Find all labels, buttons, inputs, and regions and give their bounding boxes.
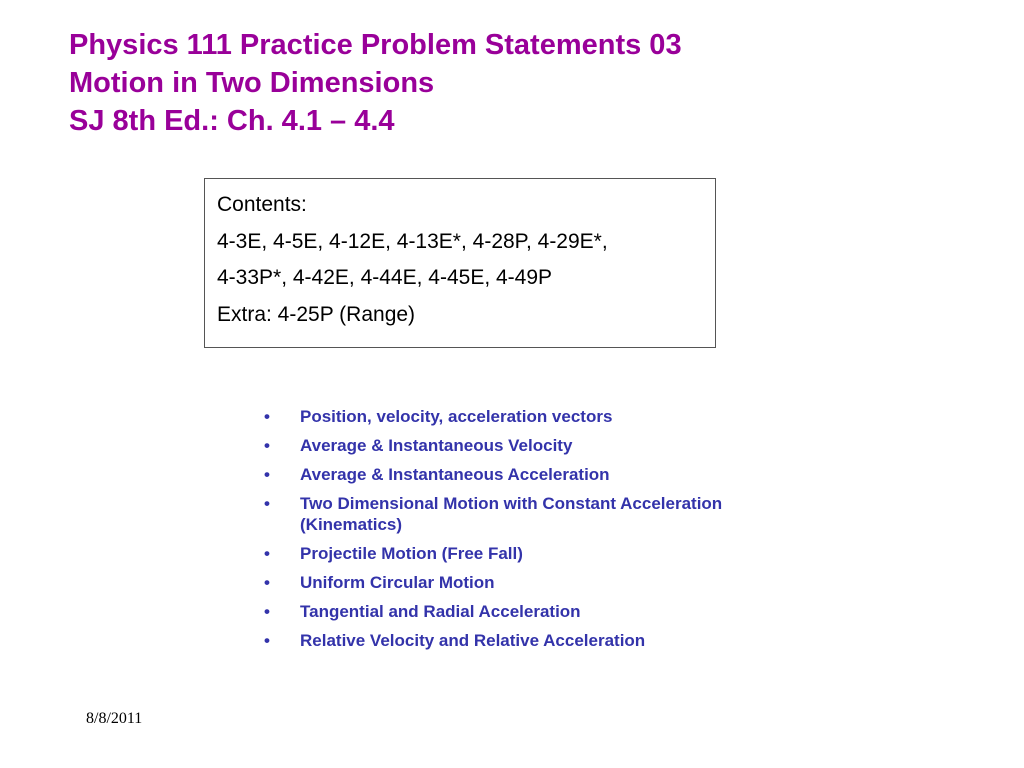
title-line-course: Physics 111 Practice Problem Statements 03 [69, 29, 682, 61]
bullet-icon: • [264, 407, 270, 426]
bullet-icon: • [264, 436, 270, 455]
slide-title [69, 26, 969, 140]
list-item [258, 601, 778, 622]
topic-label: Tangential and Radial Acceleration [300, 602, 581, 621]
bullet-icon: • [264, 465, 270, 484]
topic-label: Average & Instantaneous Acceleration [300, 465, 610, 484]
contents-line-1: 4-3E, 4-5E, 4-12E, 4-13E*, 4-28P, 4-29E*, [217, 229, 608, 253]
topic-label: Relative Velocity and Relative Acceleration [300, 631, 646, 650]
list-item [258, 543, 778, 564]
topic-list [258, 406, 778, 659]
topic-label: Projectile Motion (Free Fall) [300, 544, 523, 563]
bullet-icon: • [264, 573, 270, 592]
contents-extra: Extra: 4-25P (Range) [217, 302, 416, 326]
bullet-icon: • [264, 602, 270, 621]
title-line-reference: SJ 8th Ed.: Ch. 4.1 – 4.4 [69, 105, 395, 137]
contents-line-2: 4-33P*, 4-42E, 4-44E, 4-45E, 4-49P [217, 266, 553, 289]
topic-label: Two Dimensional Motion with Constant Acceleration (Kinematics) [300, 494, 723, 534]
bullet-icon: • [264, 631, 270, 650]
bullet-icon: • [264, 544, 270, 563]
footer-date: 8/8/2011 [86, 710, 143, 727]
topic-label: Average & Instantaneous Velocity [300, 436, 573, 455]
list-item [258, 630, 778, 651]
contents-box [204, 178, 716, 348]
list-item [258, 464, 778, 485]
contents-heading: Contents: [217, 193, 307, 216]
bullet-icon: • [264, 494, 270, 513]
title-line-topic: Motion in Two Dimensions [69, 67, 435, 99]
list-item [258, 572, 778, 593]
topic-label: Uniform Circular Motion [300, 573, 495, 592]
topic-label: Position, velocity, acceleration vectors [300, 407, 613, 426]
list-item [258, 435, 778, 456]
list-item [258, 493, 778, 535]
list-item [258, 406, 778, 427]
